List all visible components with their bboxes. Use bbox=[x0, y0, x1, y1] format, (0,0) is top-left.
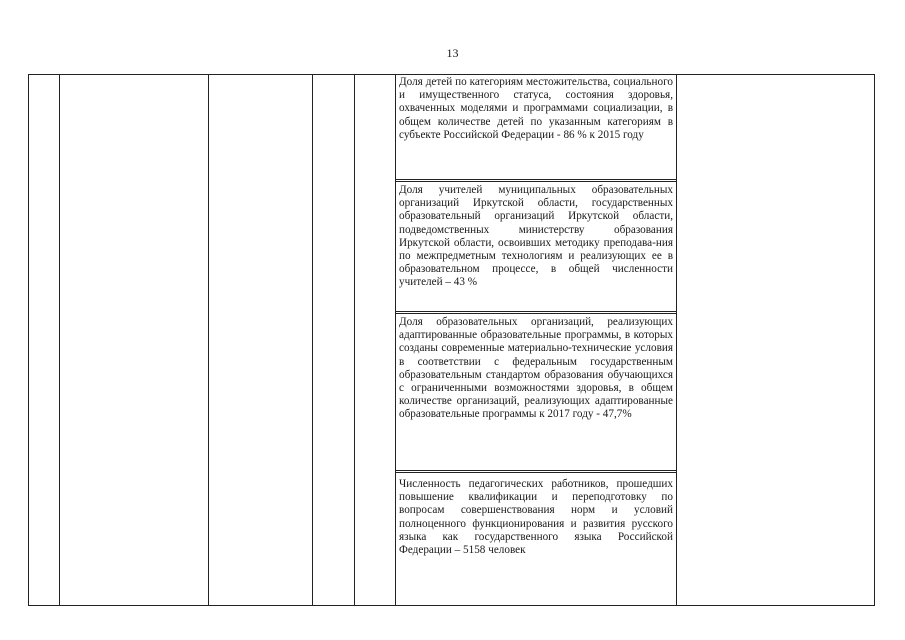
column-divider bbox=[354, 74, 355, 606]
column-divider bbox=[208, 74, 209, 606]
indicator-cell: Доля образовательных организаций, реализующих адаптированные образовательные программы, в которых созданы современные материально-технические условия в соответствии с федеральным государственным образовательным стандартом образования обучающихся с ограниченными возможностями здоровья, в общем количестве организаций, реализующих адаптированные образовательные программы к 2017 году - 47,7% bbox=[399, 316, 673, 421]
column-divider bbox=[676, 74, 677, 606]
column-divider bbox=[312, 74, 313, 606]
indicator-cell: Доля учителей муниципальных образовательных организаций Иркутской области, государственных образовательный организаций Иркутской области, подведомственных министерству образования Иркутской области, освоивших методику преподава-ния по межпредметным технологиям и реализующих ее в образовательном процессе, в общей численности учителей – 43 % bbox=[399, 184, 673, 289]
column-divider bbox=[59, 74, 60, 606]
row-divider bbox=[395, 311, 677, 314]
indicator-cell: Доля детей по категориям местожительства, социального и имущественного статуса, состояния здоровья, охваченных моделями и программами социализации, в общем количестве детей по указанным категориям в субъекте Российской Федерации - 86 % к 2015 году bbox=[399, 76, 673, 141]
indicator-cell: Численность педагогических работников, прошедших повышение квалификации и переподготовку по вопросам совершенствования норм и условий полноценного функционирования и развития русского языка как государственного языка Российской Федерации – 5158 человек bbox=[399, 478, 673, 557]
page-number: 13 bbox=[446, 46, 459, 60]
column-divider bbox=[395, 74, 396, 606]
row-divider bbox=[395, 470, 677, 473]
row-divider bbox=[395, 179, 677, 182]
